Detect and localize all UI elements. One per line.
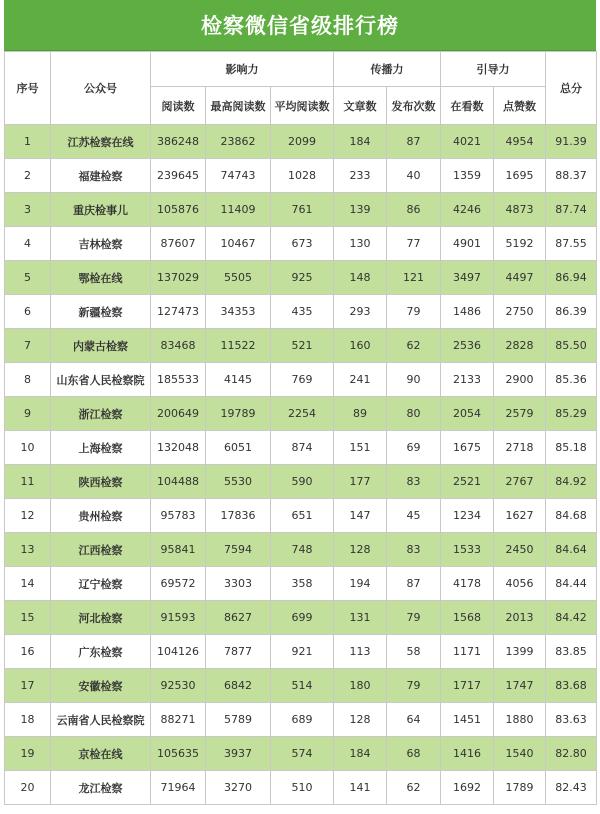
header-guidance: 引导力 <box>441 52 546 87</box>
cell-watching: 4901 <box>441 227 494 261</box>
cell-likes: 2450 <box>494 533 546 567</box>
table-row <box>5 261 597 295</box>
cell-articles: 233 <box>334 159 387 193</box>
table-row <box>5 363 597 397</box>
cell-posts: 62 <box>387 329 441 363</box>
table-row <box>5 771 597 805</box>
cell-rank: 9 <box>5 397 51 431</box>
cell-total: 83.85 <box>546 635 597 669</box>
cell-max-reads: 4145 <box>206 363 271 397</box>
cell-likes: 2718 <box>494 431 546 465</box>
cell-total: 91.39 <box>546 125 597 159</box>
cell-rank: 16 <box>5 635 51 669</box>
cell-reads: 87607 <box>151 227 206 261</box>
cell-articles: 128 <box>334 533 387 567</box>
cell-total: 84.92 <box>546 465 597 499</box>
cell-account: 云南省人民检察院 <box>51 703 151 737</box>
cell-total: 82.80 <box>546 737 597 771</box>
cell-posts: 80 <box>387 397 441 431</box>
table-row <box>5 431 597 465</box>
table-row <box>5 635 597 669</box>
header-reads: 阅读数 <box>151 87 206 125</box>
cell-likes: 4873 <box>494 193 546 227</box>
cell-total: 83.68 <box>546 669 597 703</box>
cell-reads: 386248 <box>151 125 206 159</box>
table-row <box>5 397 597 431</box>
cell-articles: 177 <box>334 465 387 499</box>
cell-articles: 194 <box>334 567 387 601</box>
cell-max-reads: 5505 <box>206 261 271 295</box>
cell-articles: 89 <box>334 397 387 431</box>
cell-avg-reads: 673 <box>271 227 334 261</box>
cell-posts: 90 <box>387 363 441 397</box>
cell-articles: 139 <box>334 193 387 227</box>
cell-posts: 87 <box>387 125 441 159</box>
cell-watching: 3497 <box>441 261 494 295</box>
cell-likes: 5192 <box>494 227 546 261</box>
cell-posts: 83 <box>387 465 441 499</box>
cell-account: 辽宁检察 <box>51 567 151 601</box>
header-spread: 传播力 <box>334 52 441 87</box>
cell-avg-reads: 769 <box>271 363 334 397</box>
cell-account: 上海检察 <box>51 431 151 465</box>
header-watching: 在看数 <box>441 87 494 125</box>
cell-articles: 128 <box>334 703 387 737</box>
cell-posts: 77 <box>387 227 441 261</box>
table-row <box>5 125 597 159</box>
cell-account: 河北检察 <box>51 601 151 635</box>
cell-watching: 1692 <box>441 771 494 805</box>
cell-account: 浙江检察 <box>51 397 151 431</box>
cell-max-reads: 3270 <box>206 771 271 805</box>
cell-avg-reads: 874 <box>271 431 334 465</box>
cell-likes: 1789 <box>494 771 546 805</box>
cell-total: 84.42 <box>546 601 597 635</box>
cell-account: 新疆检察 <box>51 295 151 329</box>
cell-likes: 2900 <box>494 363 546 397</box>
cell-max-reads: 19789 <box>206 397 271 431</box>
cell-rank: 19 <box>5 737 51 771</box>
cell-articles: 160 <box>334 329 387 363</box>
cell-account: 江西检察 <box>51 533 151 567</box>
cell-likes: 2013 <box>494 601 546 635</box>
page-title: 检察微信省级排行榜 <box>4 0 596 51</box>
cell-max-reads: 7594 <box>206 533 271 567</box>
cell-max-reads: 10467 <box>206 227 271 261</box>
cell-watching: 2133 <box>441 363 494 397</box>
cell-total: 85.50 <box>546 329 597 363</box>
cell-articles: 130 <box>334 227 387 261</box>
header-avg-reads: 平均阅读数 <box>271 87 334 125</box>
cell-watching: 1533 <box>441 533 494 567</box>
cell-reads: 104126 <box>151 635 206 669</box>
cell-avg-reads: 761 <box>271 193 334 227</box>
cell-articles: 113 <box>334 635 387 669</box>
cell-rank: 15 <box>5 601 51 635</box>
cell-reads: 95783 <box>151 499 206 533</box>
cell-likes: 4056 <box>494 567 546 601</box>
cell-avg-reads: 925 <box>271 261 334 295</box>
cell-posts: 64 <box>387 703 441 737</box>
cell-avg-reads: 510 <box>271 771 334 805</box>
cell-max-reads: 3937 <box>206 737 271 771</box>
cell-total: 86.39 <box>546 295 597 329</box>
cell-articles: 147 <box>334 499 387 533</box>
cell-watching: 1717 <box>441 669 494 703</box>
cell-account: 贵州检察 <box>51 499 151 533</box>
cell-account: 江苏检察在线 <box>51 125 151 159</box>
cell-watching: 4246 <box>441 193 494 227</box>
cell-rank: 18 <box>5 703 51 737</box>
cell-total: 85.29 <box>546 397 597 431</box>
cell-account: 鄂检在线 <box>51 261 151 295</box>
cell-account: 福建检察 <box>51 159 151 193</box>
cell-posts: 58 <box>387 635 441 669</box>
cell-posts: 69 <box>387 431 441 465</box>
cell-reads: 71964 <box>151 771 206 805</box>
cell-account: 陕西检察 <box>51 465 151 499</box>
cell-posts: 86 <box>387 193 441 227</box>
cell-likes: 1695 <box>494 159 546 193</box>
cell-posts: 83 <box>387 533 441 567</box>
cell-reads: 185533 <box>151 363 206 397</box>
table-row <box>5 465 597 499</box>
cell-reads: 127473 <box>151 295 206 329</box>
cell-max-reads: 17836 <box>206 499 271 533</box>
cell-watching: 1486 <box>441 295 494 329</box>
cell-account: 京检在线 <box>51 737 151 771</box>
cell-avg-reads: 921 <box>271 635 334 669</box>
cell-posts: 87 <box>387 567 441 601</box>
cell-watching: 4178 <box>441 567 494 601</box>
cell-avg-reads: 651 <box>271 499 334 533</box>
cell-avg-reads: 521 <box>271 329 334 363</box>
cell-reads: 137029 <box>151 261 206 295</box>
cell-account: 安徽检察 <box>51 669 151 703</box>
table-row <box>5 669 597 703</box>
cell-reads: 132048 <box>151 431 206 465</box>
table-row <box>5 227 597 261</box>
cell-rank: 10 <box>5 431 51 465</box>
cell-posts: 79 <box>387 295 441 329</box>
cell-avg-reads: 435 <box>271 295 334 329</box>
cell-articles: 131 <box>334 601 387 635</box>
header-max-reads: 最高阅读数 <box>206 87 271 125</box>
cell-total: 84.44 <box>546 567 597 601</box>
header-total: 总分 <box>546 52 597 125</box>
table-row <box>5 533 597 567</box>
cell-reads: 105635 <box>151 737 206 771</box>
cell-total: 85.18 <box>546 431 597 465</box>
cell-posts: 79 <box>387 669 441 703</box>
cell-total: 84.64 <box>546 533 597 567</box>
cell-watching: 1234 <box>441 499 494 533</box>
table-row <box>5 567 597 601</box>
cell-likes: 2767 <box>494 465 546 499</box>
cell-watching: 4021 <box>441 125 494 159</box>
table-row <box>5 159 597 193</box>
cell-max-reads: 11522 <box>206 329 271 363</box>
cell-max-reads: 6051 <box>206 431 271 465</box>
cell-watching: 1451 <box>441 703 494 737</box>
table-row <box>5 737 597 771</box>
cell-max-reads: 23862 <box>206 125 271 159</box>
cell-posts: 121 <box>387 261 441 295</box>
cell-rank: 1 <box>5 125 51 159</box>
cell-rank: 11 <box>5 465 51 499</box>
cell-avg-reads: 2254 <box>271 397 334 431</box>
cell-watching: 2054 <box>441 397 494 431</box>
cell-reads: 239645 <box>151 159 206 193</box>
cell-total: 86.94 <box>546 261 597 295</box>
cell-account: 重庆检事儿 <box>51 193 151 227</box>
header-posts: 发布次数 <box>387 87 441 125</box>
cell-reads: 91593 <box>151 601 206 635</box>
cell-total: 85.36 <box>546 363 597 397</box>
cell-avg-reads: 699 <box>271 601 334 635</box>
table-row <box>5 193 597 227</box>
table-row <box>5 295 597 329</box>
cell-max-reads: 3303 <box>206 567 271 601</box>
cell-avg-reads: 748 <box>271 533 334 567</box>
cell-likes: 4497 <box>494 261 546 295</box>
cell-likes: 2828 <box>494 329 546 363</box>
cell-max-reads: 7877 <box>206 635 271 669</box>
table-row <box>5 703 597 737</box>
cell-articles: 151 <box>334 431 387 465</box>
cell-rank: 5 <box>5 261 51 295</box>
cell-total: 87.55 <box>546 227 597 261</box>
header-influence: 影响力 <box>151 52 334 87</box>
cell-articles: 180 <box>334 669 387 703</box>
cell-reads: 104488 <box>151 465 206 499</box>
cell-reads: 200649 <box>151 397 206 431</box>
cell-max-reads: 5530 <box>206 465 271 499</box>
cell-rank: 8 <box>5 363 51 397</box>
cell-total: 87.74 <box>546 193 597 227</box>
cell-likes: 1540 <box>494 737 546 771</box>
cell-avg-reads: 2099 <box>271 125 334 159</box>
cell-posts: 79 <box>387 601 441 635</box>
cell-account: 龙江检察 <box>51 771 151 805</box>
cell-avg-reads: 1028 <box>271 159 334 193</box>
cell-total: 88.37 <box>546 159 597 193</box>
cell-watching: 2536 <box>441 329 494 363</box>
cell-posts: 45 <box>387 499 441 533</box>
cell-reads: 69572 <box>151 567 206 601</box>
cell-avg-reads: 590 <box>271 465 334 499</box>
cell-watching: 1171 <box>441 635 494 669</box>
cell-likes: 1627 <box>494 499 546 533</box>
cell-rank: 13 <box>5 533 51 567</box>
cell-likes: 1399 <box>494 635 546 669</box>
cell-reads: 88271 <box>151 703 206 737</box>
cell-rank: 6 <box>5 295 51 329</box>
cell-rank: 4 <box>5 227 51 261</box>
cell-reads: 92530 <box>151 669 206 703</box>
cell-rank: 12 <box>5 499 51 533</box>
header-account: 公众号 <box>51 52 151 125</box>
cell-reads: 83468 <box>151 329 206 363</box>
cell-posts: 40 <box>387 159 441 193</box>
cell-watching: 1416 <box>441 737 494 771</box>
cell-avg-reads: 514 <box>271 669 334 703</box>
cell-rank: 17 <box>5 669 51 703</box>
cell-articles: 184 <box>334 737 387 771</box>
cell-avg-reads: 358 <box>271 567 334 601</box>
cell-max-reads: 8627 <box>206 601 271 635</box>
cell-posts: 68 <box>387 737 441 771</box>
cell-max-reads: 34353 <box>206 295 271 329</box>
table-row <box>5 499 597 533</box>
cell-total: 83.63 <box>546 703 597 737</box>
header-articles: 文章数 <box>334 87 387 125</box>
table-row <box>5 601 597 635</box>
cell-account: 内蒙古检察 <box>51 329 151 363</box>
ranking-table <box>4 51 597 805</box>
cell-max-reads: 6842 <box>206 669 271 703</box>
cell-avg-reads: 574 <box>271 737 334 771</box>
cell-likes: 4954 <box>494 125 546 159</box>
cell-watching: 2521 <box>441 465 494 499</box>
cell-rank: 3 <box>5 193 51 227</box>
table-row <box>5 329 597 363</box>
cell-posts: 62 <box>387 771 441 805</box>
cell-articles: 241 <box>334 363 387 397</box>
cell-watching: 1568 <box>441 601 494 635</box>
cell-rank: 2 <box>5 159 51 193</box>
cell-account: 广东检察 <box>51 635 151 669</box>
cell-total: 84.68 <box>546 499 597 533</box>
cell-articles: 148 <box>334 261 387 295</box>
cell-likes: 2750 <box>494 295 546 329</box>
cell-likes: 1747 <box>494 669 546 703</box>
cell-articles: 184 <box>334 125 387 159</box>
cell-max-reads: 5789 <box>206 703 271 737</box>
cell-watching: 1359 <box>441 159 494 193</box>
cell-max-reads: 74743 <box>206 159 271 193</box>
cell-watching: 1675 <box>441 431 494 465</box>
cell-reads: 105876 <box>151 193 206 227</box>
cell-avg-reads: 689 <box>271 703 334 737</box>
cell-max-reads: 11409 <box>206 193 271 227</box>
header-likes: 点赞数 <box>494 87 546 125</box>
cell-rank: 7 <box>5 329 51 363</box>
cell-articles: 141 <box>334 771 387 805</box>
cell-reads: 95841 <box>151 533 206 567</box>
table-body <box>5 125 597 805</box>
cell-articles: 293 <box>334 295 387 329</box>
cell-account: 山东省人民检察院 <box>51 363 151 397</box>
cell-account: 吉林检察 <box>51 227 151 261</box>
cell-total: 82.43 <box>546 771 597 805</box>
header-rank: 序号 <box>5 52 51 125</box>
cell-likes: 2579 <box>494 397 546 431</box>
cell-rank: 20 <box>5 771 51 805</box>
cell-rank: 14 <box>5 567 51 601</box>
cell-likes: 1880 <box>494 703 546 737</box>
